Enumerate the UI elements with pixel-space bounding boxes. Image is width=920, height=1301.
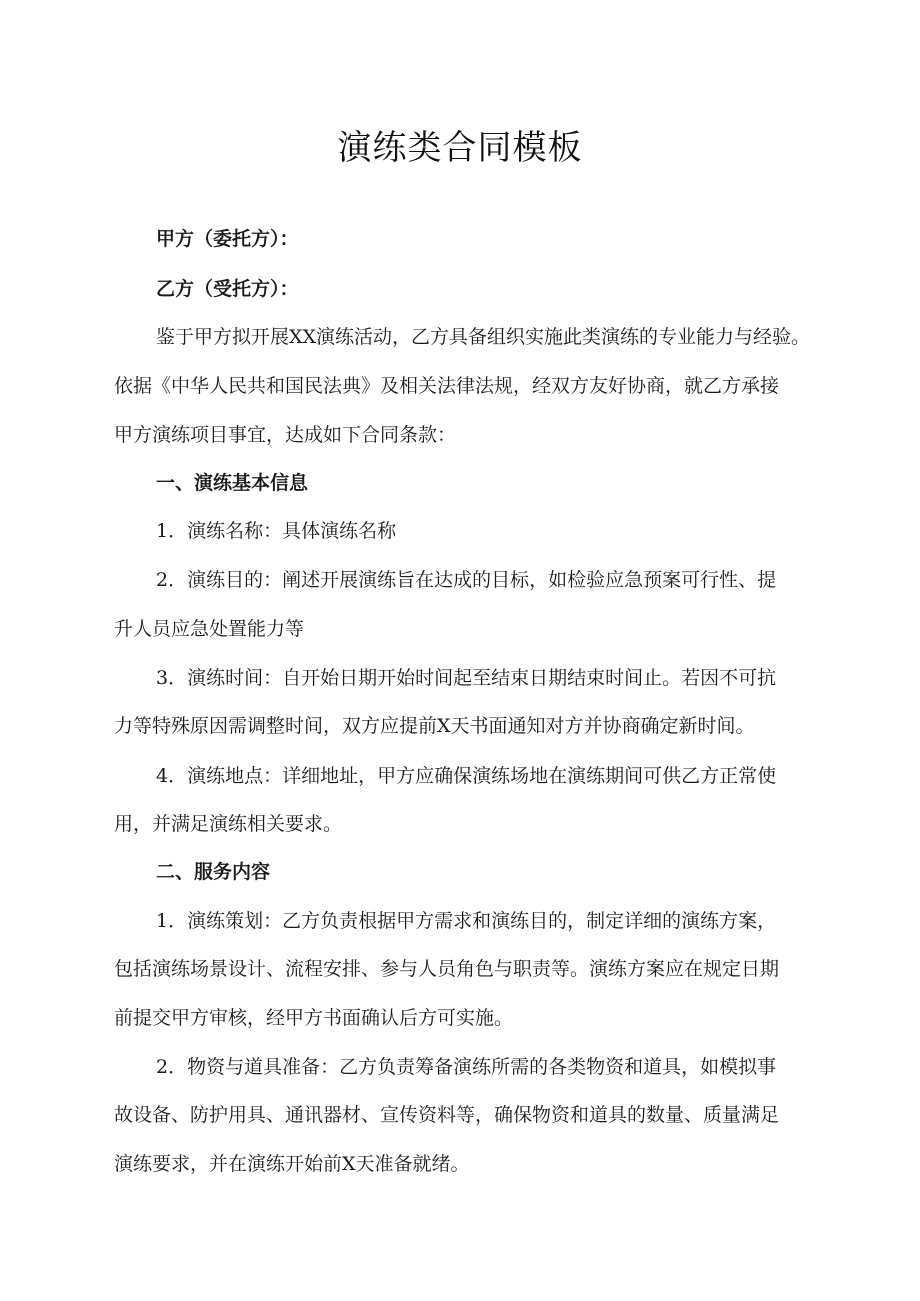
- section-1-item-2-line-1: 2．演练目的：阐述开展演练旨在达成的目标，如检验应急预案可行性、提: [156, 569, 777, 591]
- party-a-label: 甲方（委托方）：: [156, 228, 299, 250]
- party-b-label: 乙方（受托方）：: [156, 278, 299, 300]
- intro-line-3: 甲方演练项目事宜，达成如下合同条款：: [114, 424, 457, 446]
- section-2-item-1-line-3: 前提交甲方审核，经甲方书面确认后方可实施。: [114, 1007, 514, 1029]
- section-1-item-2-line-2: 升人员应急处置能力等: [114, 618, 305, 640]
- section-1-item-4-line-2: 用，并满足演练相关要求。: [114, 813, 343, 835]
- section-2-heading: 二、服务内容: [156, 861, 271, 883]
- section-2-item-1-line-2: 包括演练场景设计、流程安排、参与人员角色与职责等。演练方案应在规定日期: [114, 958, 780, 980]
- section-1-item-3-line-2: 力等特殊原因需调整时间，双方应提前X天书面通知对方并协商确定新时间。: [114, 715, 755, 737]
- document-title: 演练类合同模板: [337, 128, 583, 168]
- section-1-item-1: 1．演练名称：具体演练名称: [156, 520, 397, 542]
- section-2-item-2-line-1: 2．物资与道具准备：乙方负责筹备演练所需的各类物资和道具，如模拟事: [156, 1056, 777, 1078]
- section-2-item-1-line-1: 1．演练策划：乙方负责根据甲方需求和演练目的，制定详细的演练方案，: [156, 910, 777, 932]
- section-1-item-3-line-1: 3．演练时间：自开始日期开始时间起至结束日期结束时间止。若因不可抗: [156, 667, 777, 689]
- intro-line-1: 鉴于甲方拟开展XX演练活动，乙方具备组织实施此类演练的专业能力与经验。: [156, 326, 811, 348]
- section-2-item-2-line-3: 演练要求，并在演练开始前X天准备就绪。: [114, 1153, 470, 1175]
- section-1-heading: 一、演练基本信息: [156, 472, 309, 494]
- section-1-item-4-line-1: 4．演练地点：详细地址，甲方应确保演练场地在演练期间可供乙方正常使: [156, 765, 777, 787]
- intro-line-2: 依据《中华人民共和国民法典》及相关法律法规，经双方友好协商，就乙方承接: [114, 375, 780, 397]
- section-2-item-2-line-2: 故设备、防护用具、通讯器材、宣传资料等，确保物资和道具的数量、质量满足: [114, 1104, 780, 1126]
